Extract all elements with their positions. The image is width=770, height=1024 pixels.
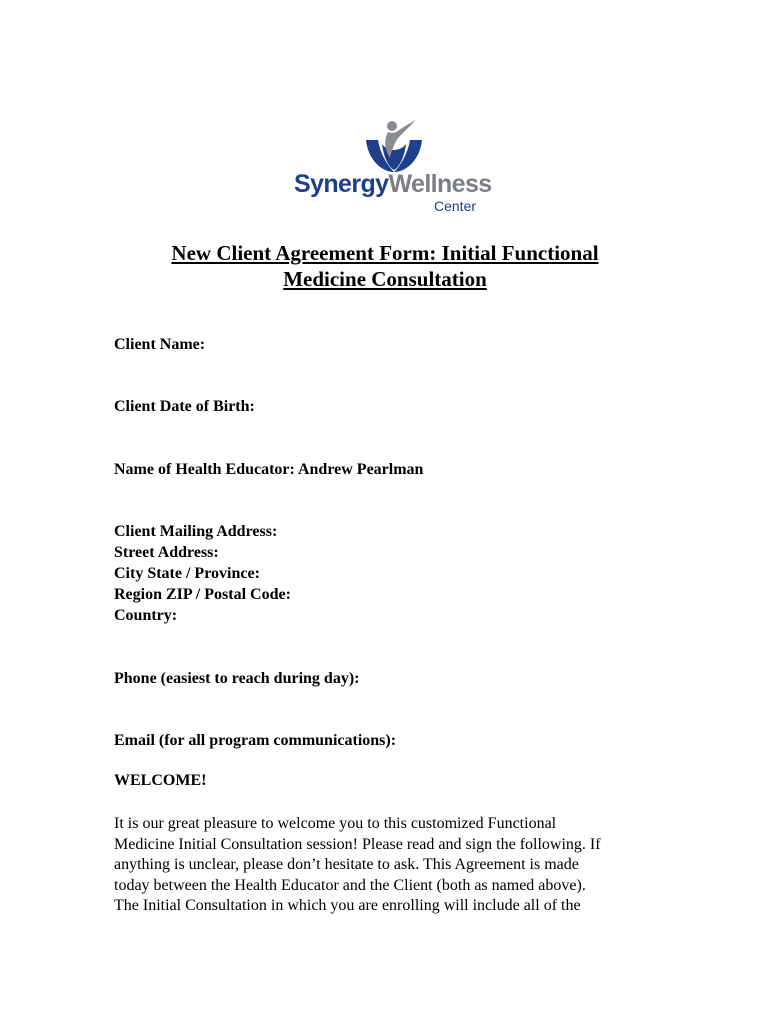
logo-word-center: Center: [434, 198, 477, 214]
welcome-heading: WELCOME!: [114, 772, 207, 789]
city-state-label: City State / Province:: [114, 565, 260, 582]
title-line-1: New Client Agreement Form: Initial Functional: [171, 241, 599, 265]
welcome-line: today between the Health Educator and the Client (both as named above).: [114, 876, 586, 894]
welcome-line: The Initial Consultation in which you are enrolling will include all of the: [114, 897, 581, 914]
logo-wordmark: [294, 171, 494, 197]
street-address-label: Street Address:: [114, 544, 219, 561]
welcome-paragraph: [114, 814, 659, 917]
health-educator-label: Name of Health Educator: Andrew Pearlman: [114, 461, 424, 478]
welcome-line: Medicine Initial Consultation session! Please read and sign the following. If: [114, 835, 601, 853]
region-zip-label: Region ZIP / Postal Code:: [114, 586, 291, 603]
document-title: [100, 240, 670, 292]
phone-label: Phone (easiest to reach during day):: [114, 670, 360, 687]
client-name-label: Client Name:: [114, 336, 206, 353]
mailing-address-label: Client Mailing Address:: [114, 523, 278, 540]
welcome-line: It is our great pleasure to welcome you to this customized Functional: [114, 815, 557, 832]
client-dob-label: Client Date of Birth:: [114, 398, 255, 415]
logo-word-wellness: Wellness: [388, 170, 492, 198]
welcome-line: anything is unclear, please don’t hesitate to ask. This Agreement is made: [114, 856, 579, 873]
figure-in-lotus-logo-icon: [364, 118, 424, 176]
synergy-wellness-logo: [292, 118, 496, 218]
logo-word-synergy: Synergy: [294, 170, 389, 198]
country-label: Country:: [114, 607, 178, 624]
email-label: Email (for all program communications):: [114, 732, 397, 749]
title-line-2: Medicine Consultation: [283, 267, 487, 291]
mailing-address-block: [114, 521, 291, 626]
